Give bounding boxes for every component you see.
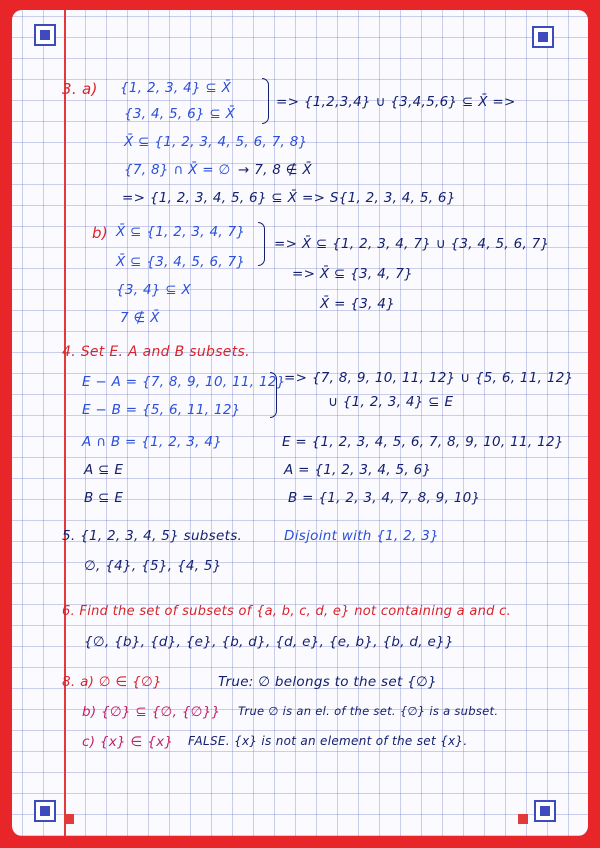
line-3b-union: => X̄ ⊆ {1, 2, 3, 4, 7} ∪ {3, 4, 5, 6, 7} xyxy=(274,236,550,252)
line-4-2: E − B = {5, 6, 11, 12} xyxy=(82,402,241,418)
line-3a-5: → 7, 8 ∉ X̄ xyxy=(238,162,312,178)
brace xyxy=(270,372,277,418)
line-3a-4: {7, 8} ∩ X̄ = ∅ xyxy=(124,162,231,178)
line-3a-3: X̄ ⊆ {1, 2, 3, 4, 5, 6, 7, 8} xyxy=(124,134,308,150)
line-3b-1: X̄ ⊆ {1, 2, 3, 4, 7} xyxy=(116,224,246,240)
line-4-4: A ⊆ E xyxy=(84,462,124,478)
line-4-union-2: ∪ {1, 2, 3, 4} ⊆ E xyxy=(328,394,454,410)
line-3b-3: => X̄ ⊆ {3, 4, 7} xyxy=(292,266,413,282)
line-4-E: E = {1, 2, 3, 4, 5, 6, 7, 8, 9, 10, 11, 12} xyxy=(282,434,564,450)
exercise-6-heading: 6. Find the set of subsets of {a, b, c, d, e} not containing a and c. xyxy=(62,604,512,619)
line-3b-4: {3, 4} ⊆ X xyxy=(116,282,192,298)
line-3a-2: {3, 4, 5, 6} ⊆ X̄ xyxy=(124,106,236,122)
brace xyxy=(262,78,269,124)
margin-line xyxy=(64,10,66,836)
corner-marker-icon xyxy=(532,26,558,52)
exercise-8a: 8. a) ∅ ∈ {∅} xyxy=(62,674,162,690)
corner-marker-icon xyxy=(534,800,560,826)
exercise-8b-answer: True ∅ is an el. of the set. {∅} is a subset. xyxy=(238,704,499,718)
corner-marker-icon xyxy=(34,24,60,50)
line-6-1: {∅, {b}, {d}, {e}, {b, d}, {d, e}, {e, b}, {b, d, e}} xyxy=(84,634,454,650)
line-4-5: B ⊆ E xyxy=(84,490,124,506)
line-4-B: B = {1, 2, 3, 4, 7, 8, 9, 10} xyxy=(288,490,481,506)
line-3a-union: => {1,2,3,4} ∪ {3,4,5,6} ⊆ X̄ => xyxy=(276,94,516,110)
line-4-A: A = {1, 2, 3, 4, 5, 6} xyxy=(284,462,432,478)
corner-marker-icon xyxy=(34,800,60,826)
line-4-union: => {7, 8, 9, 10, 11, 12} ∪ {5, 6, 11, 12} xyxy=(284,370,574,386)
exercise-8b: b) {∅} ⊆ {∅, {∅}} xyxy=(82,704,221,720)
exercise-4-heading: 4. Set E. A and B subsets. xyxy=(62,344,250,360)
exercise-8c-answer: FALSE. {x} is not an element of the set {x}. xyxy=(188,734,468,748)
brace xyxy=(258,222,265,266)
line-5-1: ∅, {4}, {5}, {4, 5} xyxy=(84,558,222,574)
line-3b-5: 7 ∉ X̄ xyxy=(120,310,160,326)
line-4-3: A ∩ B = {1, 2, 3, 4} xyxy=(82,434,223,450)
exercise-3-label: 3. a) xyxy=(62,80,98,98)
line-3b-2: X̄ ⊆ {3, 4, 5, 6, 7} xyxy=(116,254,246,270)
line-3a-1: {1, 2, 3, 4} ⊆ X̄ xyxy=(120,80,232,96)
notebook-page xyxy=(12,10,588,836)
exercise-5-heading: 5. {1, 2, 3, 4, 5} subsets. xyxy=(62,528,243,544)
line-3a-6: => {1, 2, 3, 4, 5, 6} ⊆ X̄ xyxy=(122,190,298,206)
line-3a-7: => S{1, 2, 3, 4, 5, 6} xyxy=(302,190,456,206)
exercise-8a-answer: True: ∅ belongs to the set {∅} xyxy=(218,674,437,690)
line-3b-result: X̄ = {3, 4} xyxy=(320,296,396,312)
line-4-1: E − A = {7, 8, 9, 10, 11, 12} xyxy=(82,374,286,390)
exercise-3b-label: b) xyxy=(92,224,108,242)
exercise-5-note: Disjoint with {1, 2, 3} xyxy=(284,528,440,544)
exercise-8c: c) {x} ∈ {x} xyxy=(82,734,174,750)
